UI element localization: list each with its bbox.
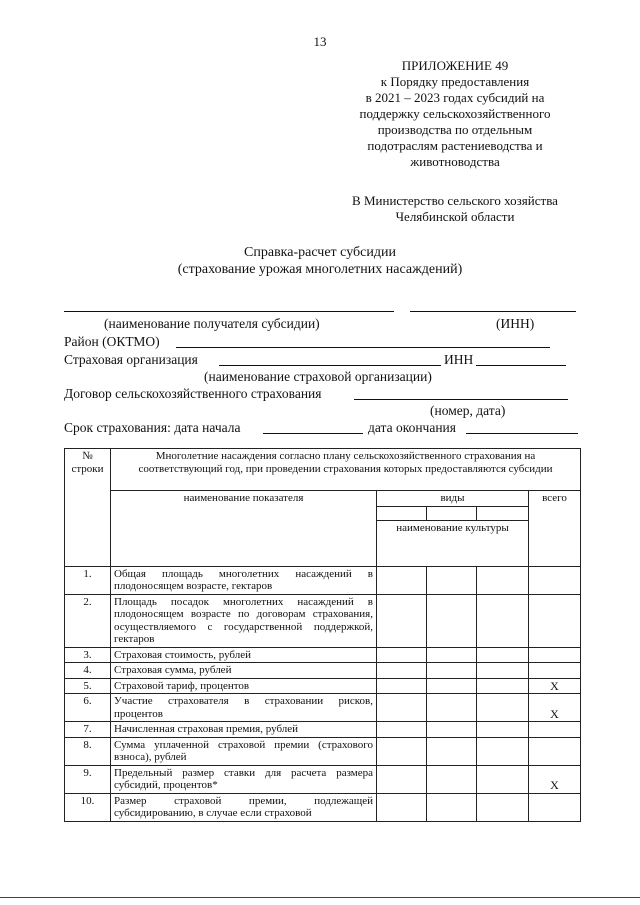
value-cell[interactable] xyxy=(377,647,427,663)
row-number: 8. xyxy=(65,737,111,765)
addressee-line: В Министерство сельского хозяйства xyxy=(352,193,558,208)
value-cell[interactable] xyxy=(477,722,529,738)
indicator-text: Сумма уплаченной страховой премии (страхового взноса), рублей xyxy=(111,737,377,765)
total-cell[interactable] xyxy=(529,793,581,821)
addressee-line: Челябинской области xyxy=(395,209,515,224)
period-start-line[interactable] xyxy=(263,433,363,434)
header-row-number: № строки xyxy=(65,449,111,567)
value-cell[interactable] xyxy=(377,663,427,679)
value-cell[interactable] xyxy=(427,647,477,663)
header-group-title: Многолетние насаждения согласно плану сельскохозяйственного страхования на соответствующий год, при проведении страхования которых предоставляются субсидии xyxy=(111,449,581,491)
row-number: 6. xyxy=(65,694,111,722)
appendix-line: в 2021 – 2023 годах субсидий на xyxy=(365,90,545,105)
period-end-label: дата окончания xyxy=(368,420,456,435)
period-label: Срок страхования: дата начала xyxy=(64,420,241,435)
recipient-name-line[interactable] xyxy=(64,311,394,312)
total-cell: Х xyxy=(529,765,581,793)
contract-line[interactable] xyxy=(354,399,568,400)
appendix-line: ПРИЛОЖЕНИЕ 49 xyxy=(401,58,509,73)
total-cell: Х xyxy=(529,678,581,694)
indicator-text: Начисленная страховая премия, рублей xyxy=(111,722,377,738)
district-line[interactable] xyxy=(176,347,550,348)
appendix-line: подотраслям растениеводства и xyxy=(367,138,543,153)
table-row xyxy=(65,678,581,694)
indicator-text: Страховая стоимость, рублей xyxy=(111,647,377,663)
value-cell[interactable] xyxy=(427,663,477,679)
appendix-line: к Порядку предоставления xyxy=(380,74,530,89)
value-cell[interactable] xyxy=(377,737,427,765)
table-row xyxy=(65,663,581,679)
row-number: 1. xyxy=(65,566,111,594)
value-cell[interactable] xyxy=(377,678,427,694)
total-cell[interactable] xyxy=(529,647,581,663)
indicator-text: Общая площадь многолетних насаждений в плодоносящем возрасте, гектаров xyxy=(111,566,377,594)
indicator-text: Участие страхователя в страховании рисков, процентов xyxy=(111,694,377,722)
page-bottom-edge xyxy=(0,897,640,898)
header-type-cell xyxy=(377,506,427,520)
value-cell[interactable] xyxy=(477,594,529,647)
appendix-header xyxy=(320,58,590,170)
value-cell[interactable] xyxy=(477,694,529,722)
table-row xyxy=(65,647,581,663)
total-cell[interactable] xyxy=(529,594,581,647)
value-cell[interactable] xyxy=(477,793,529,821)
contract-label: Договор сельскохозяйственного страхования xyxy=(64,386,322,401)
table-row xyxy=(65,594,581,647)
row-number: 2. xyxy=(65,594,111,647)
row-number: 3. xyxy=(65,647,111,663)
addressee xyxy=(320,193,590,225)
total-cell[interactable] xyxy=(529,737,581,765)
value-cell[interactable] xyxy=(427,594,477,647)
table-row xyxy=(65,566,581,594)
value-cell[interactable] xyxy=(377,566,427,594)
insurer-caption: (наименование страховой организации) xyxy=(204,369,432,384)
row-number: 4. xyxy=(65,663,111,679)
total-cell[interactable] xyxy=(529,663,581,679)
subtitle-line: (страхование урожая многолетних насаждений) xyxy=(177,262,463,277)
insurer-inn-line[interactable] xyxy=(476,365,566,366)
table-row xyxy=(65,765,581,793)
page-number: 13 xyxy=(313,34,327,49)
value-cell[interactable] xyxy=(477,663,529,679)
total-cell: Х xyxy=(529,694,581,722)
value-cell[interactable] xyxy=(427,678,477,694)
value-cell[interactable] xyxy=(427,566,477,594)
header-types: виды xyxy=(377,491,529,507)
total-cell[interactable] xyxy=(529,566,581,594)
header-indicator-name: наименование показателя xyxy=(111,491,377,567)
indicator-text: Предельный размер ставки для расчета размера субсидий, процентов* xyxy=(111,765,377,793)
indicator-text: Страховая сумма, рублей xyxy=(111,663,377,679)
value-cell[interactable] xyxy=(427,793,477,821)
appendix-line: животноводства xyxy=(410,154,500,169)
header-type-cell xyxy=(477,506,529,520)
row-number: 5. xyxy=(65,678,111,694)
header-total: всего xyxy=(529,491,581,567)
table-row xyxy=(65,722,581,738)
appendix-line: поддержку сельскохозяйственного xyxy=(359,106,551,121)
value-cell[interactable] xyxy=(427,737,477,765)
indicator-text: Страховой тариф, процентов xyxy=(111,678,377,694)
value-cell[interactable] xyxy=(477,737,529,765)
value-cell[interactable] xyxy=(477,566,529,594)
appendix-line: производства по отдельным xyxy=(377,122,533,137)
document-title xyxy=(0,244,640,278)
title-line: Справка-расчет субсидии xyxy=(244,245,396,260)
header-type-cell xyxy=(427,506,477,520)
table-row xyxy=(65,694,581,722)
period-end-line[interactable] xyxy=(466,433,578,434)
row-number: 7. xyxy=(65,722,111,738)
value-cell[interactable] xyxy=(477,678,529,694)
row-number: 9. xyxy=(65,765,111,793)
insurer-label: Страховая организация xyxy=(64,352,198,367)
subsidy-table xyxy=(64,448,581,822)
recipient-caption: (наименование получателя субсидии) xyxy=(104,316,320,331)
insurer-inn-label: ИНН xyxy=(444,352,474,367)
value-cell[interactable] xyxy=(477,647,529,663)
total-cell[interactable] xyxy=(529,722,581,738)
insurer-name-line[interactable] xyxy=(219,365,441,366)
value-cell[interactable] xyxy=(427,722,477,738)
inn-caption: (ИНН) xyxy=(496,316,535,331)
value-cell[interactable] xyxy=(477,765,529,793)
indicator-text: Размер страховой премии, подлежащей субсидированию, в случае если страховой xyxy=(111,793,377,821)
value-cell[interactable] xyxy=(427,765,477,793)
recipient-inn-line[interactable] xyxy=(410,311,576,312)
indicator-text: Площадь посадок многолетних насаждений в плодоносящем возрасте по договорам страхования, осуществляемого с государственной поддержкой, гектаров xyxy=(111,594,377,647)
table-row xyxy=(65,737,581,765)
value-cell[interactable] xyxy=(377,722,427,738)
value-cell[interactable] xyxy=(377,694,427,722)
district-label: Район (ОКТМО) xyxy=(64,334,160,349)
header-crop-name: наименование культуры xyxy=(377,520,529,566)
value-cell[interactable] xyxy=(377,793,427,821)
value-cell[interactable] xyxy=(427,694,477,722)
contract-caption: (номер, дата) xyxy=(430,403,506,418)
table-row xyxy=(65,793,581,821)
row-number: 10. xyxy=(65,793,111,821)
value-cell[interactable] xyxy=(377,765,427,793)
value-cell[interactable] xyxy=(377,594,427,647)
